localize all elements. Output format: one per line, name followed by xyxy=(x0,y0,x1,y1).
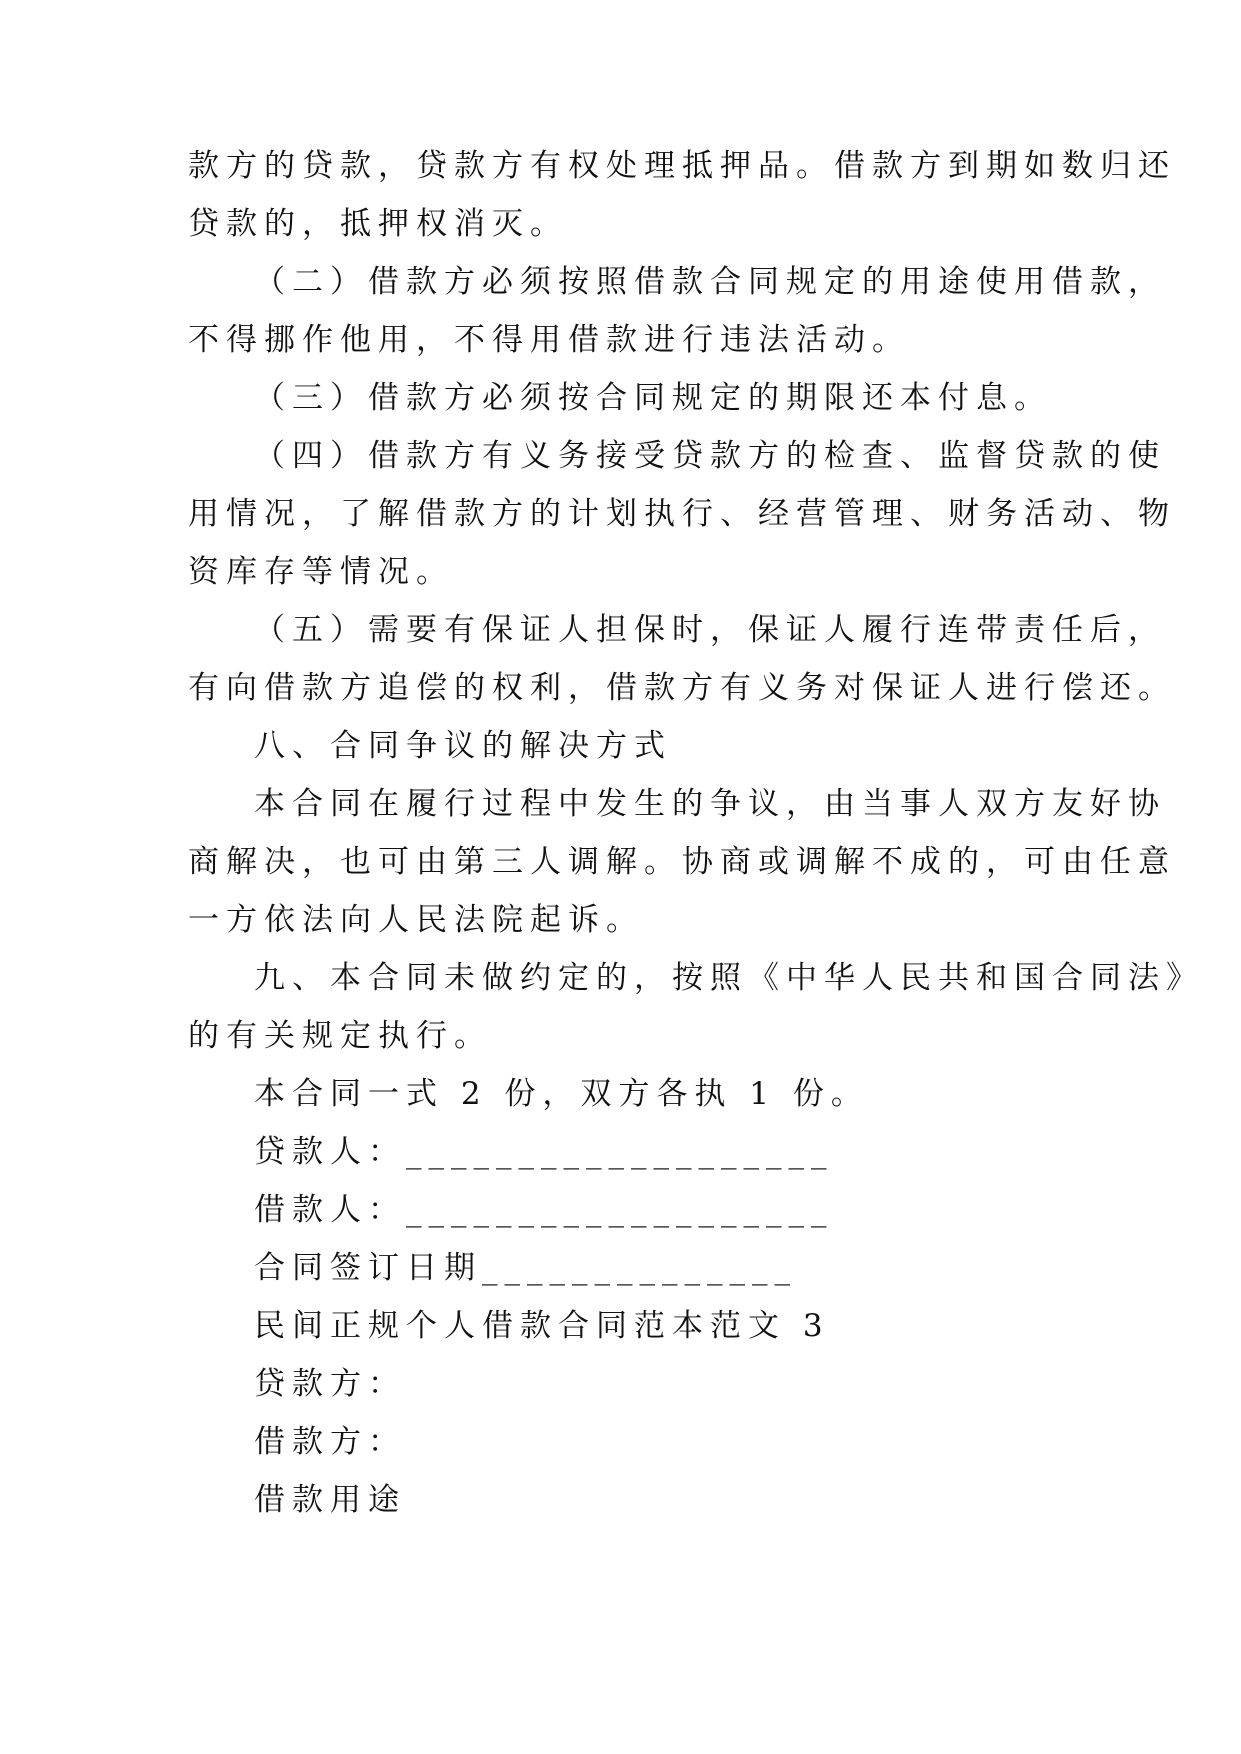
text-line-7: 用情况，了解借款方的计划执行、经营管理、财务活动、物 xyxy=(188,496,1176,532)
text-line-8: 资库存等情况。 xyxy=(188,554,454,590)
section-heading-9: 九、本合同未做约定的，按照《中华人民共和国合同法》 xyxy=(254,960,1204,996)
document-title: 民间正规个人借款合同范本范文 3 xyxy=(254,1308,830,1344)
clause-4: （四）借款方有义务接受贷款方的检查、监督贷款的使 xyxy=(254,438,1166,474)
clause-5: （五）需要有保证人担保时，保证人履行连带责任后， xyxy=(254,612,1166,648)
text-line-1: 款方的贷款，贷款方有权处理抵押品。借款方到期如数归还 xyxy=(188,148,1176,184)
copies-note: 本合同一式 2 份，双方各执 1 份。 xyxy=(254,1076,869,1112)
text-line-13: 商解决，也可由第三人调解。协商或调解不成的，可由任意 xyxy=(188,844,1176,880)
borrower-signature-line: 借款人：___________________ xyxy=(254,1192,834,1228)
text-line-16: 的有关规定执行。 xyxy=(188,1018,492,1054)
clause-3: （三）借款方必须按合同规定的期限还本付息。 xyxy=(254,380,1052,416)
text-line-10: 有向借款方追偿的权利，借款方有义务对保证人进行偿还。 xyxy=(188,670,1176,706)
section-heading-8: 八、合同争议的解决方式 xyxy=(254,728,672,764)
text-line-12: 本合同在履行过程中发生的争议，由当事人双方友好协 xyxy=(254,786,1166,822)
lender-signature-line: 贷款人：___________________ xyxy=(254,1134,834,1170)
text-line-2: 贷款的，抵押权消灭。 xyxy=(188,206,568,242)
signing-date-line: 合同签订日期______________ xyxy=(254,1250,797,1286)
clause-2: （二）借款方必须按照借款合同规定的用途使用借款， xyxy=(254,264,1166,300)
lender-field: 贷款方： xyxy=(254,1366,406,1402)
borrower-field: 借款方： xyxy=(254,1424,406,1460)
text-line-4: 不得挪作他用，不得用借款进行违法活动。 xyxy=(188,322,910,358)
text-line-14: 一方依法向人民法院起诉。 xyxy=(188,902,644,938)
loan-purpose-field: 借款用途 xyxy=(254,1482,406,1518)
